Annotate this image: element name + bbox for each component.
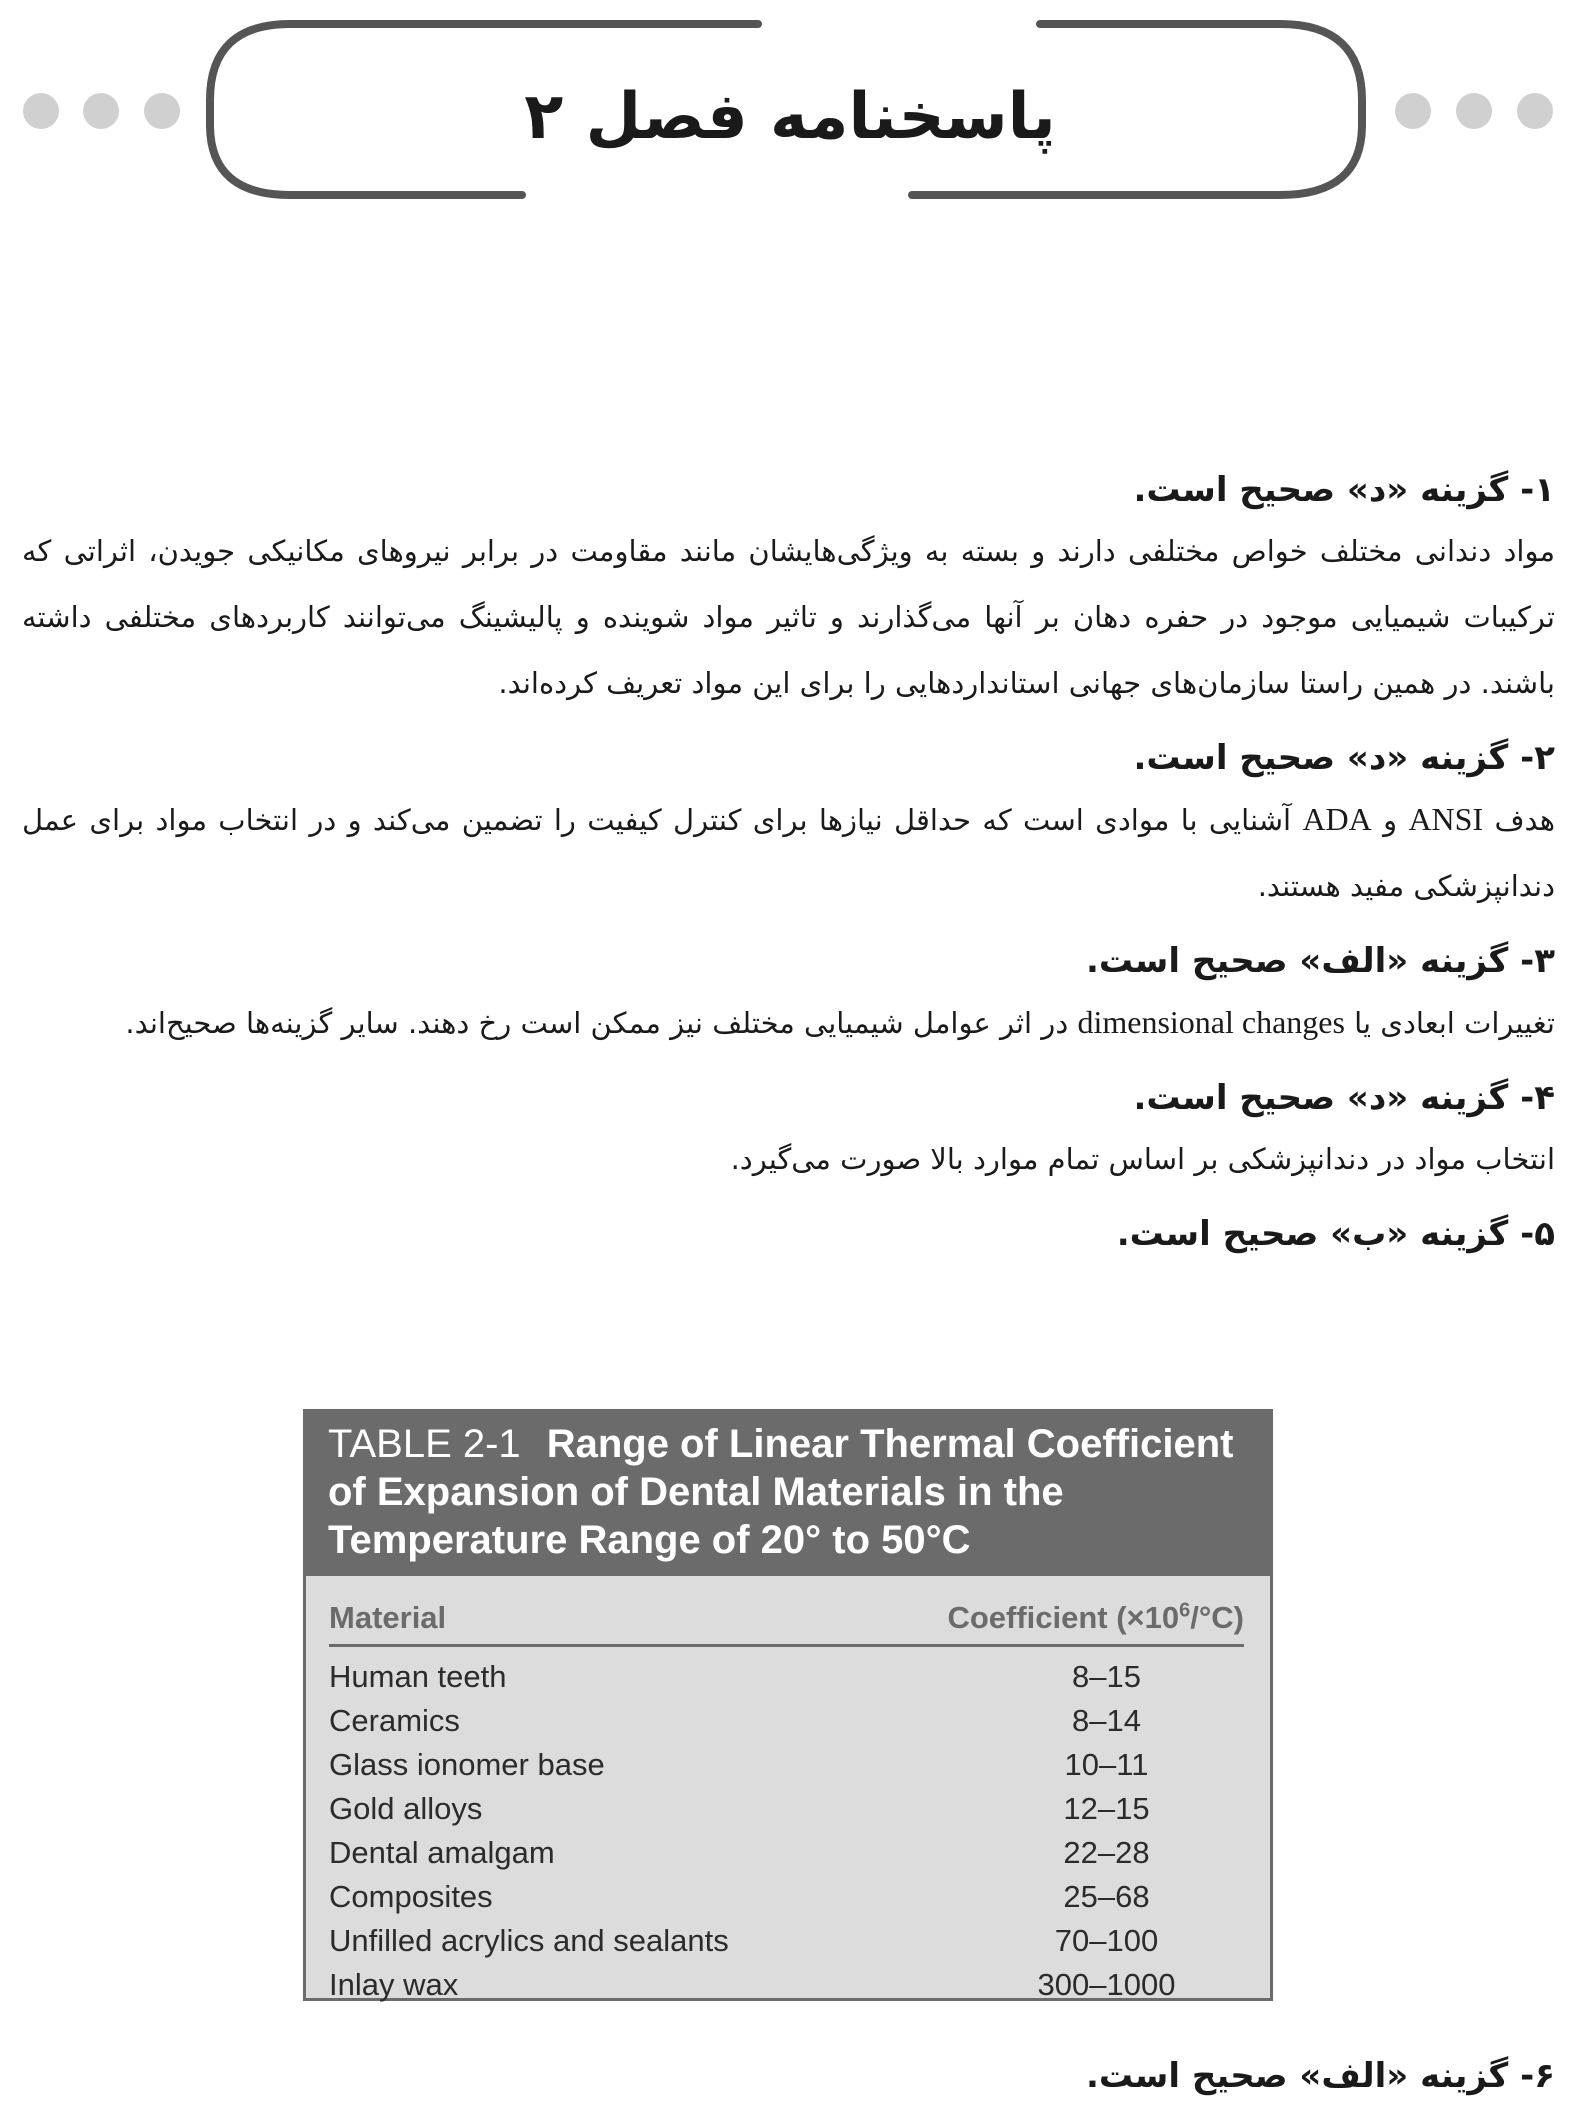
answer-text-part: و [1383, 803, 1398, 837]
cell-coefficient: 300–1000 [1037, 1967, 1176, 2002]
cell-coefficient: 70–100 [1054, 1923, 1159, 1958]
answer-text-part: آشنایی با موادی است که حداقل نیازها برای کنترل کیفیت را تضمین می‌کند و در انتخاب مواد برای عمل دندانپزشکی مفید هستند. [22, 803, 1555, 903]
decor-dot-icon [1517, 93, 1553, 129]
cell-material: Glass ionomer base [329, 1747, 605, 1782]
table-caption [306, 1412, 1270, 1576]
table-2-1 [303, 1409, 1273, 2001]
cell-material: Ceramics [329, 1703, 460, 1738]
table-row [329, 1875, 1244, 1919]
answer-text [22, 786, 1555, 919]
answer-item-6 [22, 2048, 1555, 2104]
table-body [306, 1576, 1270, 2007]
answer-item-5 [22, 1206, 1555, 1262]
cell-coefficient: 12–15 [1063, 1791, 1150, 1826]
table-row [329, 1919, 1244, 1963]
table-row [329, 1655, 1244, 1699]
table-row [329, 1699, 1244, 1743]
table-row [329, 1743, 1244, 1787]
table-row [329, 1963, 1244, 2007]
cell-coefficient: 10–11 [1064, 1747, 1149, 1782]
column-header-material: Material [329, 1600, 447, 1635]
answer-text [22, 989, 1555, 1056]
cell-material: Human teeth [329, 1659, 507, 1694]
column-header-coefficient-suffix: /°C) [1190, 1600, 1244, 1635]
answer-text: انتخاب مواد در دندانپزشکی بر اساس تمام موارد بالا صورت می‌گیرد. [730, 1142, 1555, 1176]
column-header-coefficient-prefix: Coefficient (×10 [947, 1600, 1180, 1635]
answer-heading: ۳- گزینه «الف» صحیح است. [1086, 941, 1555, 981]
answer-text-part: تغییرات ابعادی یا [1354, 1006, 1555, 1040]
cell-material: Gold alloys [329, 1791, 483, 1826]
answer-list-continued [22, 2048, 1555, 2104]
decor-dot-icon [23, 93, 59, 129]
table-row [329, 1831, 1244, 1875]
answer-heading: ۱- گزینه «د» صحیح است. [1133, 470, 1555, 510]
cell-material: Dental amalgam [329, 1835, 555, 1870]
term-dimensional-changes: dimensional changes [1077, 1004, 1345, 1040]
table-caption-title: Range of Linear Thermal Coefficient of Expansion of Dental Materials in the Temperature Range of 20° to 50°C [328, 1422, 1234, 1562]
answer-list [22, 462, 1555, 1262]
answer-item-4 [22, 1070, 1555, 1192]
decor-dot-icon [1456, 93, 1492, 129]
cell-coefficient: 25–68 [1063, 1879, 1150, 1914]
decor-dot-icon [144, 93, 180, 129]
answer-heading: ۵- گزینه «ب» صحیح است. [1116, 1214, 1555, 1254]
answer-item-3 [22, 933, 1555, 1056]
decor-dot-icon [83, 93, 119, 129]
cell-coefficient: 8–15 [1072, 1659, 1141, 1694]
answer-item-2 [22, 730, 1555, 919]
cell-material: Inlay wax [329, 1967, 459, 2002]
column-header-coefficient [947, 1598, 1244, 1638]
table-caption-label: TABLE 2-1 [328, 1422, 521, 1466]
answer-heading: ۶- گزینه «الف» صحیح است. [1086, 2056, 1555, 2096]
answer-item-1 [22, 462, 1555, 716]
answer-heading: ۲- گزینه «د» صحیح است. [1133, 738, 1555, 778]
column-header-coefficient-exp: 6 [1179, 1599, 1191, 1622]
answer-heading: ۴- گزینه «د» صحیح است. [1133, 1078, 1555, 1118]
cell-coefficient: 22–28 [1063, 1835, 1150, 1870]
answer-text-part: در اثر عوامل شیمیایی مختلف نیز ممکن است رخ دهند. سایر گزینه‌ها صحیح‌اند. [125, 1006, 1069, 1040]
chapter-title: پاسخنامه فصل ۲ [524, 80, 1056, 154]
cell-material: Composites [329, 1879, 493, 1914]
term-ansi: ANSI [1408, 801, 1484, 837]
term-ada: ADA [1302, 801, 1372, 837]
decor-dot-icon [1395, 93, 1431, 129]
cell-coefficient: 8–14 [1072, 1703, 1141, 1738]
cell-material: Unfilled acrylics and sealants [329, 1923, 729, 1958]
table-row [329, 1787, 1244, 1831]
table-header-row [329, 1598, 1244, 1647]
answer-text: مواد دندانی مختلف خواص مختلفی دارند و بسته به ویژگی‌هایشان مانند مقاومت در برابر نیروهای مکانیکی جویدن، اثراتی که ترکیبات شیمیایی موجود در حفره دهان بر آنها می‌گذارند و تاثیر مواد شوینده و پالیشینگ می‌توانند کاربردهای مختلفی داشته باشند. در همین راستا سازمان‌های جهانی استانداردهایی را برای این مواد تعریف کرده‌اند. [22, 534, 1555, 700]
table-rows [329, 1647, 1244, 2007]
chapter-header [0, 0, 1577, 210]
answer-text-part: هدف [1494, 803, 1556, 837]
